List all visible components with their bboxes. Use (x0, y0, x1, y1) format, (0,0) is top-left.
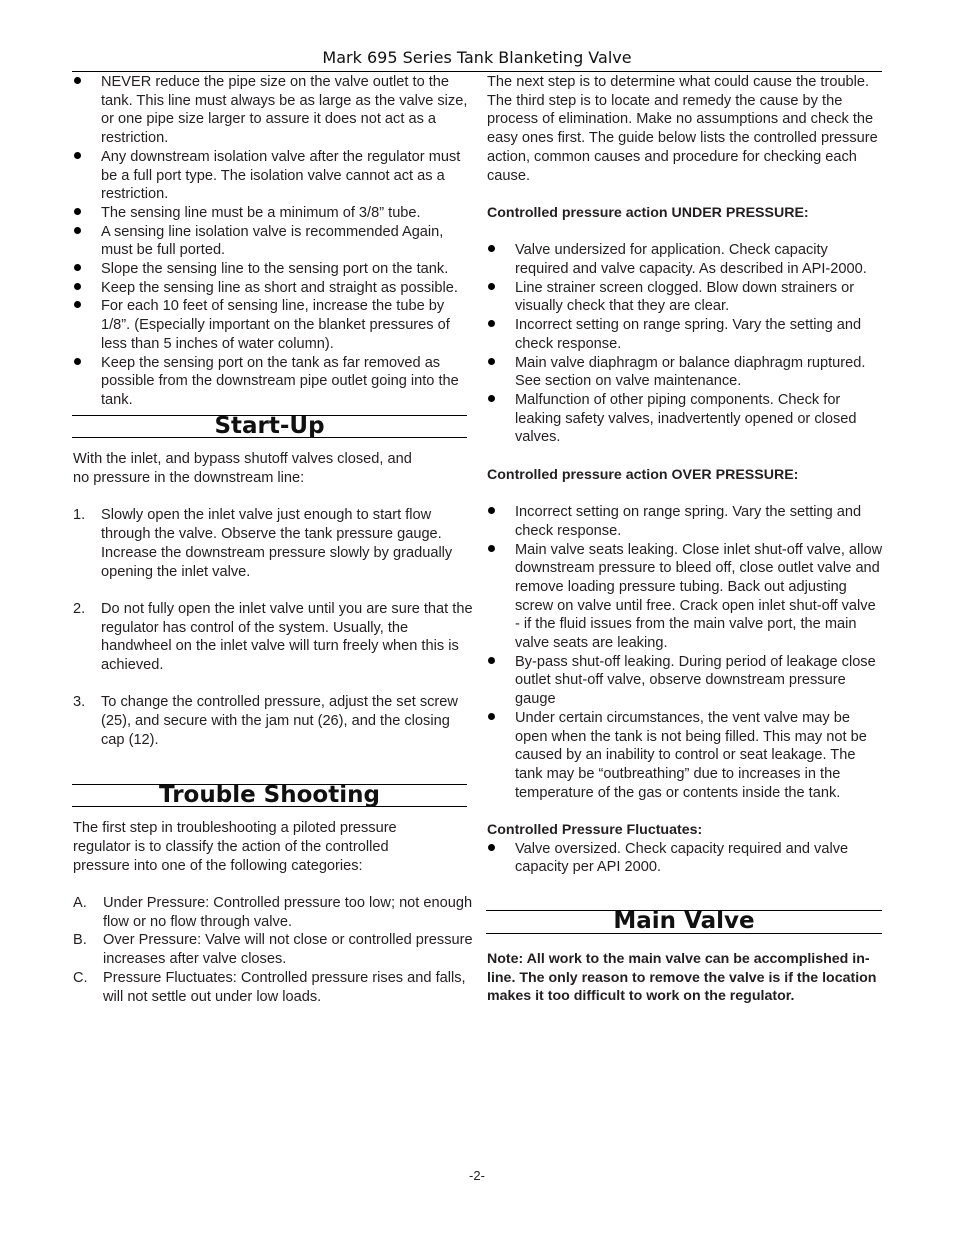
list-item (73, 693, 473, 749)
over-pressure-list (487, 503, 883, 802)
list-item (73, 894, 473, 931)
step-number: 2. (73, 600, 86, 617)
right-column (487, 73, 883, 1006)
troubleshooting-intro: The first step in troubleshooting a piloted pressure regulator is to classify the action of the controlled pressure into one of the following categories: (73, 820, 397, 874)
list-item: Main valve seats leaking. Close inlet shut-off valve, allow downstream pressure to bleed off, close outlet valve and remove loading pressure tubing. Back out adjusting screw on valve until free. Crack open inlet shut-off valve - if the fluid issues from the main valve port, the main valve seats are leaking. (487, 541, 883, 653)
list-item: Keep the sensing port on the tank as far removed as possible from the downstream pipe outlet going into the tank. (73, 354, 473, 410)
step-text: To change the controlled pressure, adjust the set screw (25), and secure with the jam nut (26), and the closing cap (12). (101, 694, 458, 748)
list-item: Under certain circumstances, the vent valve may be open when the tank is not being filled. This may not be caused by an inability to control or seat leakage. The tank may be “outbreathing” due to increases in the temperature of the gas or contents inside the tank. (487, 709, 883, 803)
list-item (73, 931, 473, 968)
list-item: Main valve diaphragm or balance diaphragm ruptured. See section on valve maintenance. (487, 354, 883, 391)
list-item: By-pass shut-off leaking. During period of leakage close outlet shut-off valve, observe downstream pressure gauge (487, 653, 883, 709)
step-text: Do not fully open the inlet valve until you are sure that the regulator has control of the system. Usually, the handwheel on the inlet valve will turn freely when this is achieved. (101, 600, 473, 674)
under-pressure-heading: Controlled pressure action UNDER PRESSURE: (487, 204, 809, 221)
list-item: The sensing line must be a minimum of 3/8” tube. (73, 204, 473, 223)
list-item: NEVER reduce the pipe size on the valve outlet to the tank. This line must always be as large as the valve size, or one pipe size larger to assure it does not act as a restriction. (73, 73, 473, 148)
list-item: Any downstream isolation valve after the regulator must be a full port type. The isolation valve cannot act as a restriction. (73, 148, 473, 204)
category-text: Pressure Fluctuates: Controlled pressure rises and falls, will not settle out under low loads. (103, 969, 466, 1005)
left-column (73, 73, 473, 1006)
main-valve-note: Note: All work to the main valve can be accomplished in-line. The only reason to remove the valve is if the location makes it too difficult to work on the regulator. (487, 950, 877, 1005)
list-item: Slope the sensing line to the sensing port on the tank. (73, 260, 473, 279)
list-item: For each 10 feet of sensing line, increase the tube by 1/8”. (Especially important on the blanket pressures of less than 5 inches of water column). (73, 297, 473, 353)
category-letter: A. (73, 895, 87, 912)
main-valve-heading: Main Valve (486, 910, 882, 934)
startup-intro: With the inlet, and bypass shutoff valves closed, and no pressure in the downstream line: (73, 451, 412, 487)
category-letter: C. (73, 969, 88, 986)
list-item: Valve oversized. Check capacity required and valve capacity per API 2000. (487, 840, 883, 877)
troubleshooting-heading: Trouble Shooting (72, 784, 467, 808)
page-number: -2- (469, 1168, 485, 1183)
pressure-categories (73, 894, 473, 1006)
step-number: 3. (73, 694, 86, 711)
list-item: Incorrect setting on range spring. Vary the setting and check response. (487, 316, 883, 353)
fluctuates-list (487, 840, 883, 877)
category-text: Over Pressure: Valve will not close or controlled pressure increases after valve closes. (103, 932, 473, 968)
fluctuates-heading: Controlled Pressure Fluctuates: (487, 822, 703, 839)
category-text: Under Pressure: Controlled pressure too low; not enough flow or no flow through valve. (103, 895, 473, 930)
startup-heading: Start-Up (72, 415, 467, 439)
list-item: Malfunction of other piping components. Check for leaking safety valves, inadvertently opened or closed valves. (487, 391, 883, 447)
list-item (73, 600, 473, 675)
list-item: Keep the sensing line as short and straight as possible. (73, 279, 473, 298)
list-item: Valve undersized for application. Check capacity required and valve capacity. As described in API-2000. (487, 241, 883, 278)
troubleshooting-guide-intro: The next step is to determine what could cause the trouble. The third step is to locate and remedy the cause by the process of elimination. Make no assumptions and check the easy ones first. The guide below lists the controlled pressure action, common causes and procedure for checking each cause. (487, 74, 878, 184)
startup-steps (73, 506, 473, 749)
over-pressure-heading: Controlled pressure action OVER PRESSURE: (487, 466, 799, 483)
category-letter: B. (73, 932, 87, 949)
list-item: Incorrect setting on range spring. Vary the setting and check response. (487, 503, 883, 540)
step-text: Slowly open the inlet valve just enough to start flow through the valve. Observe the tank pressure gauge. Increase the downstream pressure slowly by gradually opening the inlet valve. (101, 507, 453, 580)
list-item (73, 969, 473, 1006)
list-item: A sensing line isolation valve is recommended Again, must be full ported. (73, 223, 473, 260)
page-header-title: Mark 695 Series Tank Blanketing Valve (322, 48, 632, 67)
header-rule (72, 71, 882, 72)
list-item: Line strainer screen clogged. Blow down strainers or visually check that they are clear. (487, 279, 883, 316)
list-item (73, 506, 473, 581)
installation-bullet-list (73, 73, 473, 410)
step-number: 1. (73, 507, 86, 524)
under-pressure-list (487, 241, 883, 447)
